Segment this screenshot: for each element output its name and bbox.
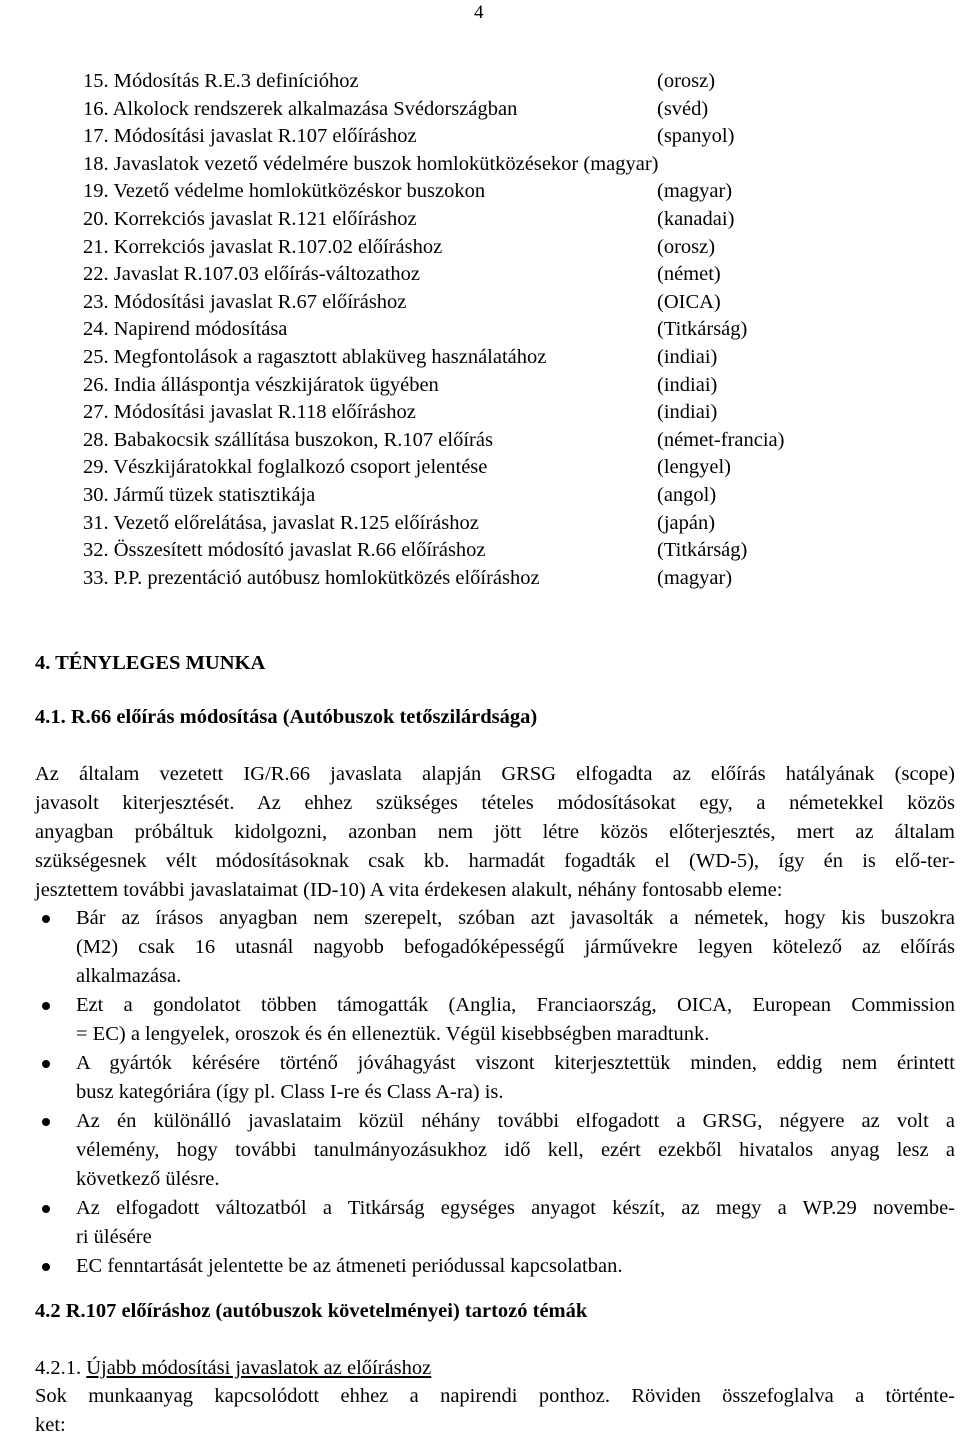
agenda-item-text: 32. Összesített módosító javaslat R.66 előíráshoz	[83, 539, 486, 562]
agenda-item-text: 19. Vezető védelme homlokütközéskor buszokon	[83, 180, 486, 203]
bullet-item	[35, 1252, 955, 1281]
agenda-item-country: (magyar)	[657, 566, 733, 589]
agenda-item-country: (német-francia)	[657, 428, 785, 451]
agenda-item	[83, 454, 823, 482]
agenda-item-country: (lengyel)	[657, 456, 731, 479]
section-4-1-heading: 4.1. R.66 előírás módosítása (Autóbuszok tetőszilárdsága)	[35, 706, 538, 728]
agenda-item	[83, 344, 823, 372]
agenda-item-country: (orosz)	[657, 235, 716, 258]
bullet-item	[35, 991, 955, 1049]
bullet-dot-icon	[42, 1205, 50, 1213]
agenda-item	[83, 261, 823, 289]
text-line: Az én különálló javaslataim közül néhány további elfogadott a GRSG, négyere az volt a	[76, 1110, 955, 1132]
text-line: Bár az írásos anyagban nem szerepelt, szóban azt javasolták a németek, hogy kis buszokra	[76, 907, 955, 929]
agenda-item-country: (Titkárság)	[657, 318, 748, 341]
text-line: ri ülésére	[76, 1226, 152, 1248]
agenda-item-text: 18. Javaslatok vezető védelmére buszok homlokütközésekor (magyar)	[83, 152, 659, 175]
agenda-item-text: 25. Megfontolások a ragasztott ablaküveg használatához	[83, 345, 547, 368]
agenda-item-country: (spanyol)	[657, 125, 735, 148]
text-line: szükségesnek vélt módosításoknak csak kb. harmadát fogadták el (WD-5), így én is elő-ter-	[35, 850, 955, 872]
agenda-item	[83, 206, 823, 234]
bullet-item	[35, 1107, 955, 1194]
bullet-list	[35, 904, 955, 1281]
text-line: vélemény, hogy további tanulmányozásukhoz idő kell, ezért ezekből hivatalos anyag lesz a	[76, 1139, 955, 1161]
text-line: EC fenntartását jelentette be az átmeneti periódussal kapcsolatban.	[76, 1255, 623, 1277]
agenda-item	[83, 565, 823, 593]
agenda-item	[83, 68, 823, 96]
agenda-item	[83, 151, 823, 179]
bullet-dot-icon	[42, 1263, 50, 1271]
agenda-item-country: (OICA)	[657, 290, 721, 313]
text-line: Az általam vezetett IG/R.66 javaslata alapján GRSG elfogadta az előírás hatályának (scope)	[35, 763, 955, 785]
text-line: jesztettem további javaslataimat (ID-10) A vita érdekesen alakult, néhány fontosabb eleme:	[35, 879, 783, 901]
agenda-item-text: 22. Javaslat R.107.03 előírás-változathoz	[83, 263, 421, 286]
agenda-item	[83, 537, 823, 565]
section-4-2-1-paragraph	[35, 1382, 955, 1440]
agenda-item-country: (orosz)	[657, 70, 716, 92]
agenda-item	[83, 427, 823, 455]
agenda-item	[83, 289, 823, 317]
text-line: Ezt a gondolatot többen támogatták (Anglia, Franciaország, OICA, European Commission	[76, 994, 955, 1016]
agenda-item-text: 28. Babakocsik szállítása buszokon, R.107 előírás	[83, 428, 493, 451]
text-line: busz kategóriára (így pl. Class I-re és Class A-ra) is.	[76, 1081, 504, 1103]
agenda-item-country: (indiai)	[657, 345, 718, 368]
section-4-2-1-title: Újabb módosítási javaslatok az előíráshoz	[86, 1357, 432, 1379]
agenda-item-text: 23. Módosítási javaslat R.67 előíráshoz	[83, 290, 407, 313]
agenda-item	[83, 178, 823, 206]
agenda-item-text: 21. Korrekciós javaslat R.107.02 előíráshoz	[83, 235, 443, 258]
agenda-item	[83, 96, 823, 124]
agenda-item	[83, 123, 823, 151]
agenda-item-country: (angol)	[657, 483, 717, 506]
agenda-list	[83, 68, 823, 592]
section-4-2-1-heading	[35, 1354, 431, 1383]
text-line: alkalmazása.	[76, 965, 182, 987]
section-4-2-1-number: 4.2.1.	[35, 1357, 87, 1379]
agenda-item-text: 33. P.P. prezentáció autóbusz homlokütközés előíráshoz	[83, 566, 540, 589]
section-4-heading: 4. TÉNYLEGES MUNKA	[35, 652, 266, 674]
agenda-item-country: (Titkárság)	[657, 539, 748, 562]
agenda-item	[83, 372, 823, 400]
agenda-item-text: 30. Jármű tüzek statisztikája	[83, 483, 316, 506]
bullet-dot-icon	[42, 1002, 50, 1010]
agenda-item-text: 29. Vészkijáratokkal foglalkozó csoport jelentése	[83, 456, 488, 479]
agenda-item-text: 15. Módosítás R.E.3 definícióhoz	[83, 70, 359, 92]
bullet-dot-icon	[42, 1060, 50, 1068]
text-line: javasolt kiterjesztését. Az ehhez szükséges tételes módosításokat egy, a németekkel közös	[35, 792, 955, 814]
agenda-item-text: 26. India álláspontja vészkijáratok ügyében	[83, 373, 439, 396]
bullet-item	[35, 1049, 955, 1107]
agenda-item	[83, 234, 823, 262]
agenda-item-text: 27. Módosítási javaslat R.118 előíráshoz	[83, 401, 416, 424]
agenda-item-text: 24. Napirend módosítása	[83, 318, 288, 341]
text-line: A gyártók kérésére történő jóváhagyást viszont kiterjesztettük minden, eddig nem érintett	[76, 1052, 955, 1074]
agenda-item-country: (német)	[657, 263, 721, 286]
text-line: anyagban próbáltuk kidolgozni, azonban nem jött létre közös előterjesztés, mert az általam	[35, 821, 955, 843]
agenda-item-country: (kanadai)	[657, 207, 735, 230]
agenda-item-country: (svéd)	[657, 97, 709, 120]
agenda-item-country: (indiai)	[657, 401, 718, 424]
agenda-item	[83, 399, 823, 427]
text-line: következő ülésre.	[76, 1168, 220, 1190]
agenda-item-text: 16. Alkolock rendszerek alkalmazása Svédországban	[83, 97, 518, 120]
bullet-dot-icon	[42, 1118, 50, 1126]
text-line: (M2) csak 16 utasnál nagyobb befogadóképességű járművekre legyen kötelező az előírás	[76, 936, 955, 958]
bullet-dot-icon	[42, 915, 50, 923]
agenda-item-country: (indiai)	[657, 373, 718, 396]
agenda-item	[83, 316, 823, 344]
agenda-item-text: 20. Korrekciós javaslat R.121 előíráshoz	[83, 207, 417, 230]
section-4-2-heading: 4.2 R.107 előíráshoz (autóbuszok követelményei) tartozó témák	[35, 1300, 588, 1322]
text-line: Az elfogadott változatból a Titkárság egységes anyagot készít, az megy a WP.29 novembe-	[76, 1197, 955, 1219]
agenda-item	[83, 510, 823, 538]
text-line: Sok munkaanyag kapcsolódott ehhez a napirendi ponthoz. Röviden összefoglalva a történte-	[35, 1385, 955, 1407]
agenda-item	[83, 482, 823, 510]
agenda-item-country: (japán)	[657, 511, 716, 534]
text-line: = EC) a lengyelek, oroszok és én elleneztük. Végül kisebbségben maradtunk.	[76, 1023, 710, 1045]
agenda-item-text: 17. Módosítási javaslat R.107 előíráshoz	[83, 125, 417, 148]
agenda-item-country: (magyar)	[657, 180, 733, 203]
agenda-item-text: 31. Vezető előrelátása, javaslat R.125 előíráshoz	[83, 511, 479, 534]
page-number: 4	[474, 2, 484, 23]
bullet-item	[35, 1194, 955, 1252]
section-4-1-paragraph	[35, 760, 955, 905]
text-line: ket:	[35, 1414, 66, 1436]
bullet-item	[35, 904, 955, 991]
